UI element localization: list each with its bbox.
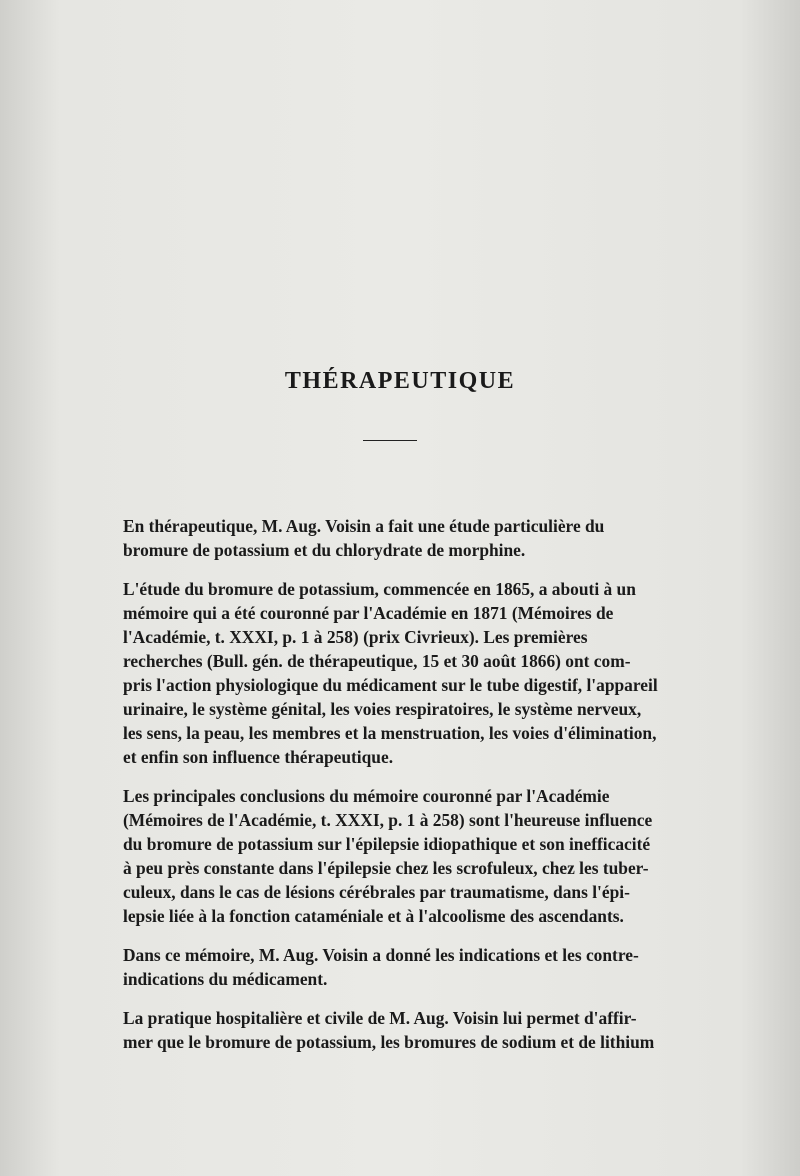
paragraph bbox=[103, 1006, 687, 1054]
text-line: bromure de potassium et du chlorydrate de morphine. bbox=[123, 540, 526, 560]
paragraph bbox=[103, 784, 687, 928]
text-line: La pratique hospitalière et civile de M. Aug. Voisin lui permet d'affir- bbox=[123, 1008, 637, 1028]
text-line: du bromure de potassium sur l'épilepsie idiopathique et son inefficacité bbox=[123, 834, 651, 854]
text-line: recherches (Bull. gén. de thérapeutique, 15 et 30 août 1866) ont com- bbox=[123, 651, 631, 671]
body-text bbox=[103, 514, 687, 1069]
text-line: à peu près constante dans l'épilepsie chez les scrofuleux, chez les tuber- bbox=[123, 858, 649, 878]
text-line: pris l'action physiologique du médicament sur le tube digestif, l'appareil bbox=[123, 675, 658, 695]
title-rule bbox=[363, 440, 417, 441]
paragraph bbox=[103, 577, 687, 769]
paragraph bbox=[103, 514, 687, 562]
text-line: urinaire, le système génital, les voies respiratoires, le système nerveux, bbox=[123, 699, 642, 719]
text-line: lepsie liée à la fonction cataméniale et à l'alcoolisme des ascendants. bbox=[123, 906, 624, 926]
text-line: L'étude du bromure de potassium, commencée en 1865, a abouti à un bbox=[123, 579, 636, 599]
text-line: Dans ce mémoire, M. Aug. Voisin a donné les indications et les contre- bbox=[123, 945, 639, 965]
text-line: indications du médicament. bbox=[123, 969, 328, 989]
page-title: THÉRAPEUTIQUE bbox=[284, 368, 516, 394]
text-line: culeux, dans le cas de lésions cérébrales par traumatisme, dans l'épi- bbox=[123, 882, 630, 902]
text-line: mer que le bromure de potassium, les bromures de sodium et de lithium bbox=[123, 1032, 655, 1052]
text-line: et enfin son influence thérapeutique. bbox=[123, 747, 394, 767]
text-line: mémoire qui a été couronné par l'Académie en 1871 (Mémoires de bbox=[123, 603, 614, 623]
text-line: Les principales conclusions du mémoire couronné par l'Académie bbox=[123, 786, 610, 806]
text-line: les sens, la peau, les membres et la menstruation, les voies d'élimination, bbox=[123, 723, 657, 743]
text-line: En thérapeutique, M. Aug. Voisin a fait une étude particulière du bbox=[123, 516, 605, 536]
paragraph bbox=[103, 943, 687, 991]
text-line: (Mémoires de l'Académie, t. XXXI, p. 1 à 258) sont l'heureuse influence bbox=[123, 810, 653, 830]
text-line: l'Académie, t. XXXI, p. 1 à 258) (prix Civrieux). Les premières bbox=[123, 627, 588, 647]
